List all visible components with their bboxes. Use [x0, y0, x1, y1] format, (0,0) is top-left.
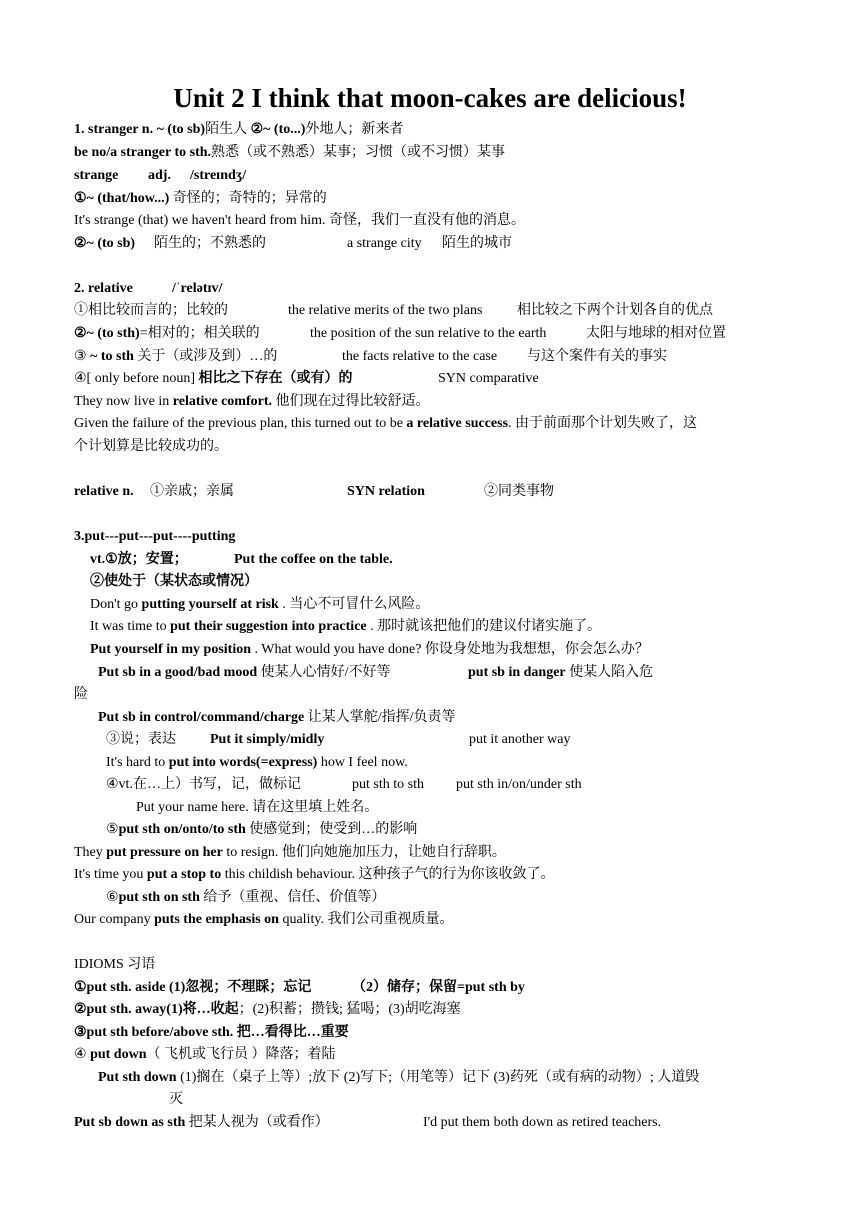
sense-line: [74, 348, 714, 366]
headword-relative-line: [74, 280, 274, 298]
headword-strange-line: [74, 167, 314, 185]
example-text: It was time to: [90, 619, 171, 634]
definition-text: 奇怪的；奇特的；异常的: [172, 191, 327, 206]
sense-marker: vt.①放；安置；: [90, 552, 188, 567]
idiom-text: Put sth down: [98, 1070, 177, 1085]
example-line: [90, 618, 601, 636]
example-text: the relative merits of the two plans: [288, 303, 483, 318]
idiom-line: [74, 1114, 714, 1132]
sense-line: [106, 776, 626, 794]
sense-marker: ①~ (that/how...): [74, 191, 170, 206]
phrase-text: put sth on sth: [118, 890, 200, 905]
phrase-text: be no/a stranger to sth.: [74, 145, 212, 160]
example-text: this childish behaviour. 这种孩子气的行为你该收敛了。: [221, 867, 555, 882]
sense-marker: ②~ (to...): [250, 122, 306, 137]
idiom-line: [74, 1046, 335, 1064]
sense-marker: ③说；表达: [106, 732, 176, 747]
idiom-line-continued: 灭: [169, 1092, 183, 1107]
translation-text: . 当心不可冒什么风险。: [278, 597, 430, 612]
example-text: They now live in: [74, 394, 173, 409]
example-text: It's time you: [74, 867, 147, 882]
idiom-line: [74, 1001, 461, 1019]
idiom-text: put down: [90, 1047, 147, 1062]
noun-sense-line: [74, 483, 574, 501]
headword-stranger: 1. stranger n. ~ (to sb): [74, 122, 206, 137]
translation-text: 奇怪，我们一直没有他的消息。: [329, 213, 526, 228]
sense-line: [106, 821, 417, 839]
sense-marker: ④: [74, 1047, 91, 1062]
example-text: Put the coffee on the table.: [234, 552, 393, 567]
example-line: [90, 641, 649, 659]
translation-text: 使感觉到；使受到…的影响: [245, 822, 418, 837]
translation-text: 使某人心情好/不好等: [257, 665, 391, 680]
sense-line: [74, 325, 764, 343]
idiom-line: [98, 1069, 699, 1087]
highlighted-phrase: putting yourself at risk: [141, 597, 279, 612]
example-line: [74, 866, 554, 884]
idiom-line: [74, 979, 594, 997]
example-line: Put your name here. 请在这里填上姓名。: [136, 800, 379, 815]
phrase-text: Put sb in control/command/charge: [98, 710, 305, 725]
definition-text: ；(2)积蓄；攒钱; 猛喝；(3)胡吃海塞: [238, 1002, 461, 1017]
example-text: how I feel now.: [317, 755, 408, 770]
example-text: Our company: [74, 912, 155, 927]
page-title: Unit 2 I think that moon-cakes are delicious!: [173, 83, 687, 113]
sense-marker: ④[ only before noun]: [74, 371, 199, 386]
example-text: the facts relative to the case: [342, 349, 498, 364]
idiom-text: ①put sth. aside (1)忽视；不理睬；忘记: [74, 980, 312, 995]
pronunciation: /streɪndʒ/: [190, 168, 247, 183]
highlighted-phrase: a relative success: [406, 416, 509, 431]
example-line: [74, 393, 430, 411]
definition-text: 相比之下存在（或有）的: [198, 371, 353, 386]
example-text: I'd put them both down as retired teachers.: [423, 1115, 662, 1130]
sense-line: [90, 551, 450, 569]
definition-text: ①亲戚；亲属: [150, 484, 234, 499]
phrase-text: put it another way: [469, 732, 571, 747]
definition-text: 熟悉（或不熟悉）某事；习惯（或不习惯）某事: [211, 145, 506, 160]
definition-text: (1)搁在（桌子上等）;放下 (2)写下;（用笔等）记下 (3)药死（或有病的动物）; 人道毁: [176, 1070, 700, 1085]
part-of-speech: adj.: [148, 168, 171, 183]
definition-text: （ 飞机或飞行员 ）降落；着陆: [146, 1047, 336, 1062]
highlighted-phrase: put pressure on her: [106, 845, 223, 860]
example-line: [74, 844, 506, 862]
highlighted-phrase: put into words(=express): [168, 755, 318, 770]
highlighted-phrase: Put yourself in my position: [90, 642, 252, 657]
example-line: [74, 415, 697, 433]
pronunciation: /ˈrelətɪv/: [172, 281, 223, 296]
definition-text: ①相比较而言的；比较的: [74, 303, 228, 318]
phrase-line: [74, 144, 505, 162]
example-text: It's strange (that) we haven't heard from him.: [74, 213, 326, 228]
sense-marker: ⑤: [106, 822, 119, 837]
translation-text: 使某人陷入危: [565, 665, 654, 680]
sense-marker: ④vt.在…上）书写，记，做标记: [106, 777, 301, 792]
translation-text: 给予（重视、信任、价值等）: [199, 890, 386, 905]
idiom-text: Put sb down as sth: [74, 1115, 186, 1130]
example-text: a strange city: [347, 236, 422, 251]
sense-line: ②使处于（某状态或情况）: [90, 574, 258, 589]
sense-line: [74, 235, 594, 253]
translation-text: 让某人掌舵/指挥/负责等: [304, 710, 456, 725]
example-line: [74, 911, 453, 929]
headword-put: 3.put---put---put----putting: [74, 529, 236, 544]
definition-text: 陌生人: [205, 122, 251, 137]
translation-text: 太阳与地球的相对位置: [586, 326, 726, 341]
headword-relative-noun: relative n.: [74, 484, 134, 499]
phrase-text: Put sb in a good/bad mood: [98, 665, 258, 680]
translation-text: . 由于前面那个计划失败了，这: [508, 416, 698, 431]
translation-text: 个计划算是比较成功的。: [74, 439, 228, 454]
sense-line: [106, 731, 606, 749]
headword-relative: 2. relative: [74, 281, 133, 296]
example-text: Given the failure of the previous plan, this turned out to be: [74, 416, 407, 431]
definition-text: 陌生的；不熟悉的: [154, 236, 266, 251]
highlighted-phrase: put their suggestion into practice: [170, 619, 367, 634]
phrase-text: put sb in danger: [468, 665, 566, 680]
highlighted-phrase: put a stop to: [146, 867, 222, 882]
idiom-text: ②put sth. away(1)将…收起: [74, 1002, 239, 1017]
stranger-definition-line: [74, 121, 403, 139]
definition-text: ②同类事物: [484, 484, 554, 499]
example-line-continued: [74, 438, 228, 456]
translation-text: . 那时就该把他们的建议付诸实施了。: [366, 619, 602, 634]
example-text: It's hard to: [106, 755, 169, 770]
example-text: . What would you have done? 你设身处地为我想想，你会怎么办？: [251, 642, 649, 657]
phrase-line-continued: 险: [74, 687, 88, 702]
example-text: Don't go: [90, 597, 142, 612]
idiom-text: （2）储存；保留=put sth by: [352, 980, 525, 995]
example-line: [74, 212, 525, 230]
example-line: [106, 754, 408, 772]
example-text: to resign. 他们向她施加压力，让她自行辞职。: [222, 845, 506, 860]
synonym-text: SYN relation: [347, 484, 425, 499]
highlighted-phrase: puts the emphasis on: [154, 912, 279, 927]
sense-marker: ②~ (to sb): [74, 236, 136, 251]
definition-text: 外地人；新来者: [305, 122, 404, 137]
definition-text: 关于（或涉及到）…的: [137, 349, 278, 364]
translation-text: 与这个案件有关的事实: [527, 349, 667, 364]
phrase-text: put sth on/onto/to sth: [118, 822, 246, 837]
definition-text: 把某人视为（或看作）: [185, 1115, 329, 1130]
phrase-line: [98, 709, 456, 727]
example-line: [90, 596, 429, 614]
phrase-text: Put it simply/midly: [210, 732, 325, 747]
sense-line: [106, 889, 385, 907]
synonym-text: SYN comparative: [438, 371, 539, 386]
highlighted-phrase: relative comfort.: [172, 394, 273, 409]
example-text: the position of the sun relative to the earth: [310, 326, 547, 341]
headword-strange: strange: [74, 168, 119, 183]
example-text: They: [74, 845, 107, 860]
definition-text: =相对的；相关联的: [139, 326, 260, 341]
sense-marker: ②~ (to sth): [74, 326, 140, 341]
idioms-heading: IDIOMS 习语: [74, 957, 156, 972]
translation-text: 相比较之下两个计划各自的优点: [517, 303, 713, 318]
phrase-text: put sth to sth: [352, 777, 424, 792]
idiom-line: ③put sth before/above sth. 把…看得比…重要: [74, 1025, 349, 1040]
sense-marker: ③: [74, 349, 91, 364]
example-text: quality. 我们公司重视质量。: [278, 912, 454, 927]
sense-marker: ⑥: [106, 890, 119, 905]
phrase-line: [98, 664, 698, 682]
sense-line: [74, 370, 574, 388]
phrase-text: ~ to sth: [90, 349, 134, 364]
translation-text: 他们现在过得比较舒适。: [272, 394, 430, 409]
translation-text: 陌生的城市: [442, 236, 512, 251]
phrase-text: put sth in/on/under sth: [456, 777, 582, 792]
sense-line: [74, 190, 327, 208]
sense-line: [74, 302, 754, 320]
